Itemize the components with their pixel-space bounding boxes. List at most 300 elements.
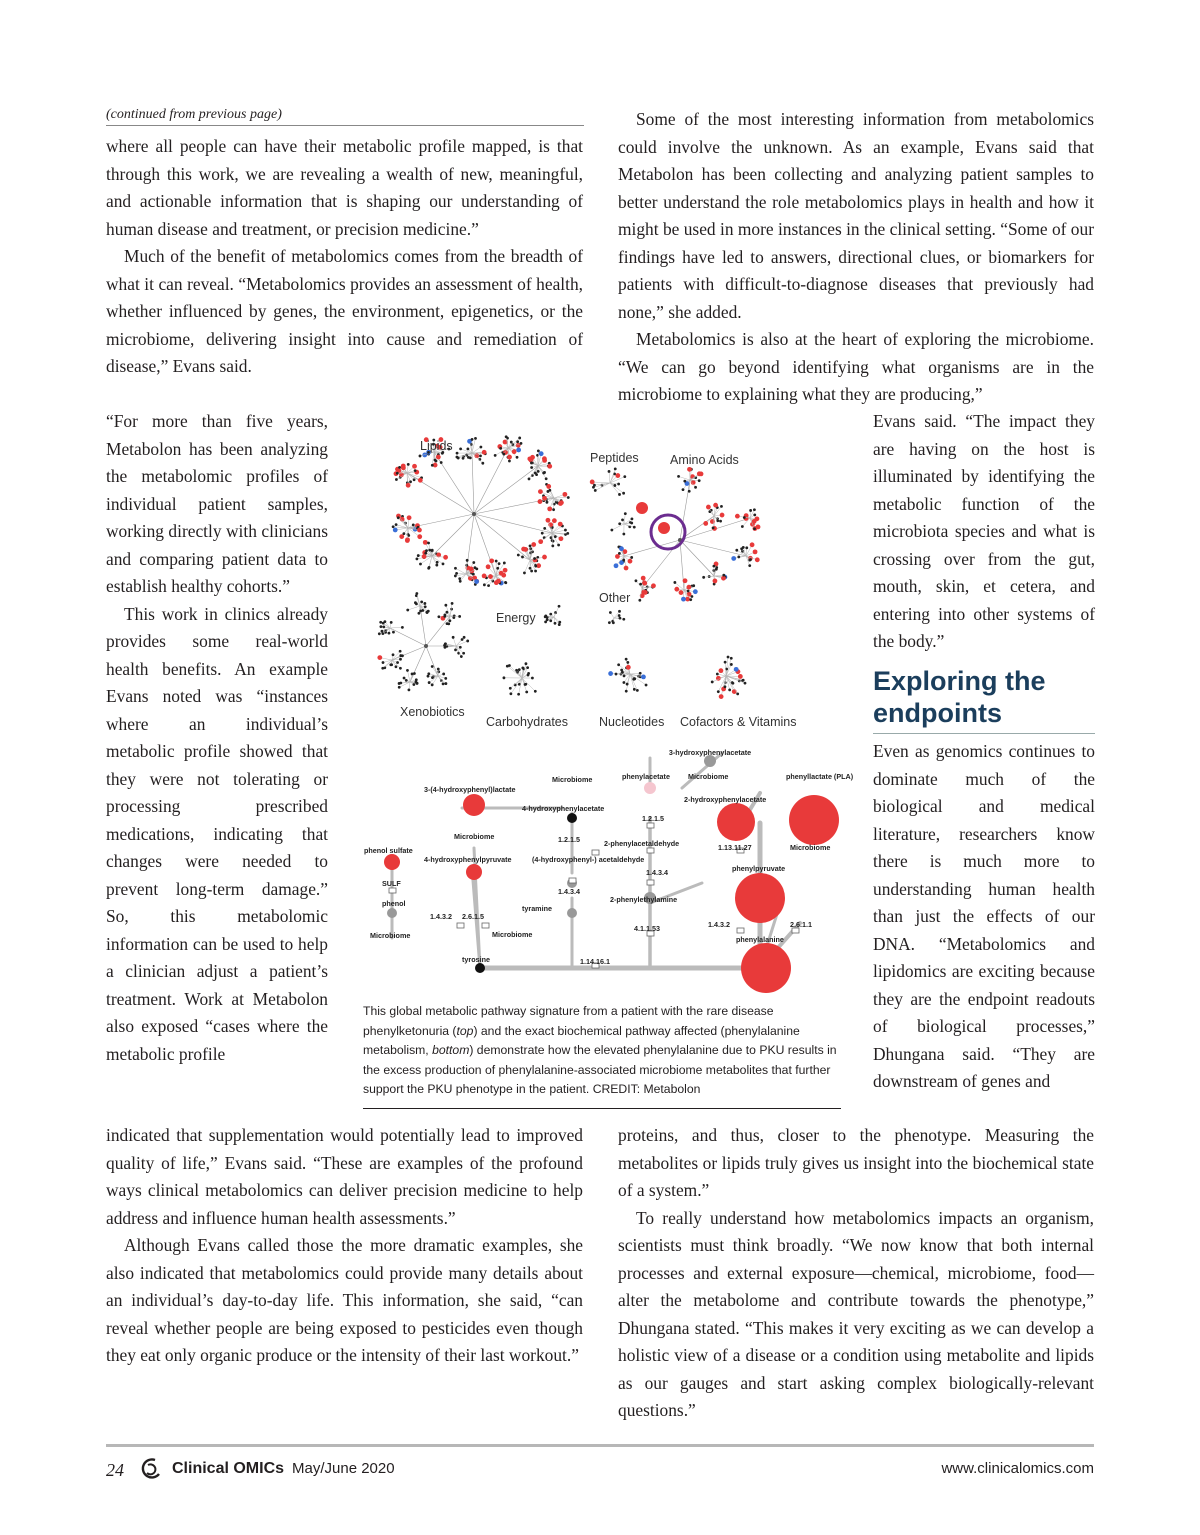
enzyme-box xyxy=(569,878,576,883)
network-node xyxy=(622,492,625,495)
network-node xyxy=(450,608,453,611)
network-edge xyxy=(456,641,468,646)
network-node xyxy=(562,492,567,497)
paragraph: Some of the most interesting information from metabolomics could involve the unknown. As an example, Evans said that Metabolon has been collecting and analyzing patient samples to better understand the role metabolomics plays in health and how it might be used in more instances in the clinical setting. “Some of our findings have led to answers, directional clues, or biomarkers for patients with difficult-to-diagnose diseases that previously had none,” she added. xyxy=(618,109,1094,322)
network-node xyxy=(443,615,446,618)
network-node xyxy=(428,566,431,569)
network-node xyxy=(538,489,543,494)
network-node xyxy=(558,501,563,506)
network-label: Carbohydrates xyxy=(486,715,568,729)
figure-caption: This global metabolic pathway signature from a patient with the rare disease phenylketonuria (top) and the exact biochemical pathway affected (phenylalanine metabolism, bottom) demonstrate how the elevated phenylalanine due to PKU results in the excess production of phenylalanine-associated microbiome metabolites that further support the PKU phenotype in the patient. CREDIT: Metabolon xyxy=(363,1002,841,1109)
network-node xyxy=(608,621,611,624)
network-edge xyxy=(679,476,690,480)
network-node xyxy=(641,576,646,581)
network-node xyxy=(534,472,537,475)
network-label: Xenobiotics xyxy=(400,705,465,719)
network-node xyxy=(480,446,483,449)
network-node xyxy=(735,549,738,552)
network-node xyxy=(423,540,428,545)
network-node xyxy=(518,668,521,671)
network-node xyxy=(407,463,410,466)
network-label: Amino Acids xyxy=(670,453,739,467)
network-node xyxy=(399,654,402,657)
pathway-label: 1.14.16.1 xyxy=(580,957,610,966)
network-node xyxy=(452,616,455,619)
network-node xyxy=(633,688,636,691)
network-node xyxy=(626,683,629,686)
network-node xyxy=(512,449,517,454)
network-node xyxy=(549,619,552,622)
network-node xyxy=(632,678,635,681)
pathway-label: SULF xyxy=(382,879,401,888)
network-node xyxy=(444,677,447,680)
network-node xyxy=(466,640,469,643)
pathway-label: tyramine xyxy=(522,904,552,913)
column-2-narrow-2: Even as genomics continues to dominate much of the biological and medical literature, researchers know there is much more to understanding human health than just the effects of our DNA. “Metabolomics and lipidomics are exciting because they are the endpoint readouts of biological processes,” Dhungana said. “They are downstream of genes and xyxy=(873,741,1095,1091)
pathway-label: phenol xyxy=(382,899,406,908)
network-node xyxy=(736,692,739,695)
enzyme-box xyxy=(482,923,489,928)
network-cluster xyxy=(608,658,647,693)
network-node xyxy=(719,694,724,699)
network-node xyxy=(618,610,621,613)
network-cluster xyxy=(731,542,759,567)
network-cluster xyxy=(494,435,523,462)
network-node xyxy=(551,539,554,542)
network-node xyxy=(395,523,398,526)
network-node xyxy=(734,667,739,672)
network-cluster xyxy=(538,518,569,547)
network-node xyxy=(395,478,398,481)
network-node xyxy=(737,556,740,559)
network-node xyxy=(390,621,393,624)
network-cluster xyxy=(454,559,479,586)
network-node xyxy=(413,672,416,675)
network-cluster xyxy=(608,610,625,624)
site-url[interactable]: www.clinicalomics.com xyxy=(941,1460,1094,1477)
metabolite-node xyxy=(475,963,485,973)
network-edge xyxy=(474,466,538,514)
metabolite-node xyxy=(735,873,785,923)
network-node xyxy=(712,526,715,529)
pathway-label: 4-hydroxyphenylacetate xyxy=(522,804,605,813)
network-node xyxy=(546,501,549,504)
network-node xyxy=(623,475,626,478)
network-node xyxy=(524,683,527,686)
network-node xyxy=(505,435,508,438)
network-node xyxy=(487,584,490,587)
network-node xyxy=(534,570,537,573)
pathway-label: 3-(4-hydroxyphenyl)lactate xyxy=(424,785,516,794)
network-node xyxy=(503,568,508,573)
network-node xyxy=(753,549,758,554)
network-node xyxy=(626,665,631,670)
column-2-narrow-1: Evans said. “The impact they are having on the host is illuminated by identifying the metabolic function of the microbiota species and what is crossing over from the gut, mouth, skin, et cetera, and entering into other systems of the body.” xyxy=(873,411,1095,651)
network-node xyxy=(419,563,422,566)
paragraph: “For more than five years, Metabolon has been analyzing the metabolomic profiles of individual patient samples, working directly with clinicians and comparing patient data to establish healthy cohorts.” xyxy=(106,411,328,596)
network-node xyxy=(641,674,646,679)
brand-name: Clinical OMICs xyxy=(172,1460,285,1477)
network-node xyxy=(727,656,730,659)
network-node xyxy=(720,505,723,508)
network-node xyxy=(406,609,409,612)
network-node xyxy=(547,506,552,511)
pathway-label: 2-phenylacetaldehyde xyxy=(604,839,680,848)
network-node xyxy=(509,687,512,690)
network-node xyxy=(419,610,422,613)
network-node xyxy=(710,519,715,524)
network-node xyxy=(508,460,511,463)
network-edge xyxy=(630,673,640,674)
network-cluster xyxy=(677,467,703,493)
network-node xyxy=(434,459,437,462)
network-node xyxy=(427,675,430,678)
network-node xyxy=(625,690,628,693)
network-cluster xyxy=(590,467,626,495)
network-node xyxy=(525,662,528,665)
network-node xyxy=(687,467,692,472)
network-node xyxy=(461,638,464,641)
network-node xyxy=(687,590,690,593)
pathway-arrow xyxy=(682,753,722,788)
network-node xyxy=(748,559,751,562)
network-node xyxy=(436,561,439,564)
network-node xyxy=(724,661,727,664)
network-node xyxy=(546,518,551,523)
network-node xyxy=(498,562,501,565)
network-node xyxy=(624,512,627,515)
pathway-label: Microbiome xyxy=(552,775,593,784)
network-node xyxy=(558,621,561,624)
network-node xyxy=(521,556,524,559)
network-node xyxy=(546,484,551,489)
page-number: 24 xyxy=(106,1460,124,1480)
network-node xyxy=(482,450,487,455)
network-node xyxy=(688,490,691,493)
pathway-label: 2-hydroxyphenylacetate xyxy=(684,795,767,804)
network-node xyxy=(545,477,548,480)
network-node xyxy=(538,499,543,504)
network-node xyxy=(566,532,569,535)
network-node xyxy=(454,575,457,578)
network-node xyxy=(638,599,641,602)
pathway-label: 3-hydroxyphenylacetate xyxy=(668,748,752,757)
network-cluster xyxy=(711,656,747,699)
network-node xyxy=(683,480,686,483)
network-node xyxy=(412,464,417,469)
network-node xyxy=(613,484,616,487)
network-node xyxy=(538,539,543,544)
network-node xyxy=(594,489,597,492)
pathway-label: phenyllactate (PLA) xyxy=(786,772,854,781)
network-node xyxy=(452,636,455,639)
network-edge xyxy=(390,628,426,646)
network-node xyxy=(547,464,552,469)
network-node xyxy=(543,527,546,530)
network-node xyxy=(381,632,384,635)
network-node xyxy=(716,519,719,522)
network-edge xyxy=(507,666,522,678)
network-edge xyxy=(432,556,437,565)
network-node xyxy=(431,665,434,668)
network-node xyxy=(428,549,431,552)
network-node xyxy=(457,457,460,460)
brand-logo-icon xyxy=(137,1455,165,1483)
network-node xyxy=(621,518,624,521)
network-node xyxy=(537,449,540,452)
amino-acid-node xyxy=(658,522,670,534)
network-node xyxy=(615,554,620,559)
network-node xyxy=(454,567,457,570)
network-cluster xyxy=(392,514,422,543)
network-node xyxy=(719,668,724,673)
pathway-label: 4-hydroxyphenylpyruvate xyxy=(424,855,512,864)
network-node xyxy=(529,544,532,547)
pathway-label: 1.4.3.2 xyxy=(430,912,452,921)
network-node xyxy=(392,631,395,634)
network-edge xyxy=(408,606,420,610)
network-cluster xyxy=(735,508,760,531)
network-node xyxy=(552,518,557,523)
network-node xyxy=(740,547,743,550)
network-node xyxy=(755,557,760,562)
pathway-label: (4-hydroxyphenyl-) acetaldehyde xyxy=(532,855,645,864)
network-node xyxy=(618,522,621,525)
network-node xyxy=(530,466,533,469)
network-node xyxy=(533,557,536,560)
network-node xyxy=(531,677,534,680)
network-node xyxy=(554,622,557,625)
network-node xyxy=(448,619,451,622)
metabolite-node xyxy=(466,864,482,880)
network-cluster xyxy=(437,602,461,625)
metabolite-node xyxy=(644,782,656,794)
network-label: Lipids xyxy=(420,439,453,453)
column-1-narrow xyxy=(106,408,328,1068)
network-node xyxy=(446,622,449,625)
network-node xyxy=(507,455,512,460)
network-node xyxy=(428,681,431,684)
network-node xyxy=(618,614,621,617)
network-node xyxy=(516,456,519,459)
network-node xyxy=(564,529,567,532)
network-node xyxy=(462,457,465,460)
network-node xyxy=(713,503,718,508)
network-node xyxy=(673,581,676,584)
network-cluster xyxy=(517,542,547,574)
network-node xyxy=(422,554,427,559)
network-node xyxy=(703,521,708,526)
amino-acid-node xyxy=(636,502,648,514)
network-node xyxy=(679,590,684,595)
network-node xyxy=(744,682,747,685)
network-node xyxy=(427,672,430,675)
network-node xyxy=(377,655,382,660)
network-node xyxy=(639,583,642,586)
network-label: Cofactors & Vitamins xyxy=(680,715,797,729)
network-node xyxy=(631,517,634,520)
network-node xyxy=(403,677,406,680)
pathway-label: phenol sulfate xyxy=(364,846,413,855)
network-node xyxy=(489,558,494,563)
network-node xyxy=(552,508,555,511)
column-2-top xyxy=(618,106,1094,409)
metabolite-node xyxy=(463,794,485,816)
network-node xyxy=(437,615,440,618)
network-node xyxy=(479,454,482,457)
metabolite-node xyxy=(717,803,755,841)
network-node xyxy=(411,673,414,676)
network-node xyxy=(633,526,636,529)
network-node xyxy=(401,626,404,629)
network-node xyxy=(693,589,698,594)
network-node xyxy=(608,470,611,473)
paragraph: This work in clinics already provides some real-world health benefits. An example Evans noted was “instances where an individual’s metabolic profile showed that they were not tolerating or processing prescribed medications, indicating that changes were needed to prevent long-term damage.” So, this metabolomic information can be used to help a clinician adjust a patient’s treatment. Work at Metabolon also exposed “cases where the metabolic profile xyxy=(106,603,328,1064)
network-node xyxy=(392,525,395,528)
network-node xyxy=(711,681,714,684)
network-node xyxy=(558,605,561,608)
network-node xyxy=(381,667,384,670)
network-node xyxy=(706,505,711,510)
network-label: Other xyxy=(599,591,631,605)
network-node xyxy=(623,681,626,684)
issue-date: May/June 2020 xyxy=(292,1460,395,1477)
network-node xyxy=(459,580,462,583)
network-node xyxy=(558,623,561,626)
network-node xyxy=(523,572,526,575)
network-node xyxy=(527,674,530,677)
network-label: Peptides xyxy=(590,451,639,465)
network-node xyxy=(617,663,620,666)
network-node xyxy=(544,614,547,617)
network-node xyxy=(753,513,756,516)
network-node xyxy=(462,652,465,655)
network-node xyxy=(592,486,595,489)
pathway-label: 4.1.1.53 xyxy=(634,924,660,933)
network-node xyxy=(698,479,701,482)
network-node xyxy=(482,574,487,579)
network-edge xyxy=(472,453,474,514)
paragraph: indicated that supplementation would potentially lead to improved quality of life,” Evans said. “These are examples of the profound ways clinical metabolomics can deliver precision medicine to help address and influence human health assessments.” xyxy=(106,1125,583,1228)
network-node xyxy=(474,579,479,584)
network-node xyxy=(399,650,402,653)
network-node xyxy=(417,534,422,539)
network-node xyxy=(442,683,445,686)
network-node xyxy=(496,579,501,584)
network-node xyxy=(530,462,533,465)
network-node xyxy=(431,676,434,679)
network-edge xyxy=(609,471,610,483)
network-node xyxy=(609,611,612,614)
pathway-label: Microbiome xyxy=(492,930,533,939)
network-node xyxy=(396,661,399,664)
network-node xyxy=(738,674,743,679)
pathway-label: 1.4.3.4 xyxy=(558,887,580,896)
network-node xyxy=(618,493,621,496)
network-node xyxy=(416,557,419,560)
network-node xyxy=(748,564,751,567)
pathway-label: phenylpyruvate xyxy=(732,864,786,873)
network-node xyxy=(494,454,497,457)
network-node xyxy=(615,473,620,478)
network-node xyxy=(624,566,629,571)
network-node xyxy=(558,522,563,527)
network-node xyxy=(455,572,458,575)
network-node xyxy=(546,618,549,621)
network-node xyxy=(528,478,531,481)
network-node xyxy=(427,542,430,545)
network-node xyxy=(541,532,544,535)
network-node xyxy=(407,515,412,520)
network-node xyxy=(722,574,725,577)
network-node xyxy=(381,630,384,633)
network-node xyxy=(689,598,692,601)
network-node xyxy=(719,520,722,523)
network-node xyxy=(525,691,528,694)
network-node xyxy=(382,625,385,628)
network-node xyxy=(681,597,686,602)
network-node xyxy=(471,438,474,441)
network-cluster xyxy=(673,578,697,601)
metabolite-node xyxy=(567,908,577,918)
network-node xyxy=(628,559,633,564)
network-node xyxy=(486,564,491,569)
network-cluster xyxy=(416,540,448,570)
network-node xyxy=(542,496,547,501)
network-cluster xyxy=(503,662,537,695)
network-node xyxy=(743,516,746,519)
network-node xyxy=(395,665,398,668)
network-node xyxy=(530,570,533,573)
network-node xyxy=(717,690,720,693)
network-node xyxy=(728,688,731,691)
network-node xyxy=(424,552,427,555)
network-edge xyxy=(612,524,624,530)
network-node xyxy=(614,563,619,568)
network-node xyxy=(721,576,726,581)
network-node xyxy=(515,669,518,672)
column-1-top xyxy=(106,133,583,381)
pathway-label: Microbiome xyxy=(688,772,729,781)
network-cluster xyxy=(538,483,570,511)
network-cluster xyxy=(544,605,561,626)
network-node xyxy=(683,578,688,583)
paragraph: To really understand how metabolomics impacts an organism, scientists must think broadly. “We now know that both internal processes and external exposure—chemical, microbiome, food—alter the metabolome and contribute towards the phenotype,” Dhungana stated. “This makes it very exciting as we can develop a holistic view of a disease or a condition using metabolite and lipids as our gauges and start asking complex biologically-relevant questions.” xyxy=(618,1207,1094,1420)
network-node xyxy=(677,475,680,478)
network-node xyxy=(715,568,718,571)
network-cluster xyxy=(635,576,656,602)
network-node xyxy=(412,524,415,527)
network-edge xyxy=(426,646,438,676)
network-node xyxy=(542,555,547,560)
pathway-label: 2.6.1.5 xyxy=(462,912,484,921)
network-node xyxy=(459,448,462,451)
network-node xyxy=(509,692,512,695)
network-node xyxy=(506,665,509,668)
network-node xyxy=(517,693,520,696)
metabolite-node xyxy=(789,795,839,845)
network-node xyxy=(409,480,412,483)
network-node xyxy=(745,546,748,549)
network-node xyxy=(392,653,395,656)
network-node xyxy=(458,577,461,580)
network-node xyxy=(454,648,457,651)
network-node xyxy=(393,528,398,533)
network-cluster xyxy=(455,437,486,465)
network-cluster xyxy=(443,636,469,658)
network-cluster xyxy=(394,463,423,488)
network-node xyxy=(686,585,691,590)
